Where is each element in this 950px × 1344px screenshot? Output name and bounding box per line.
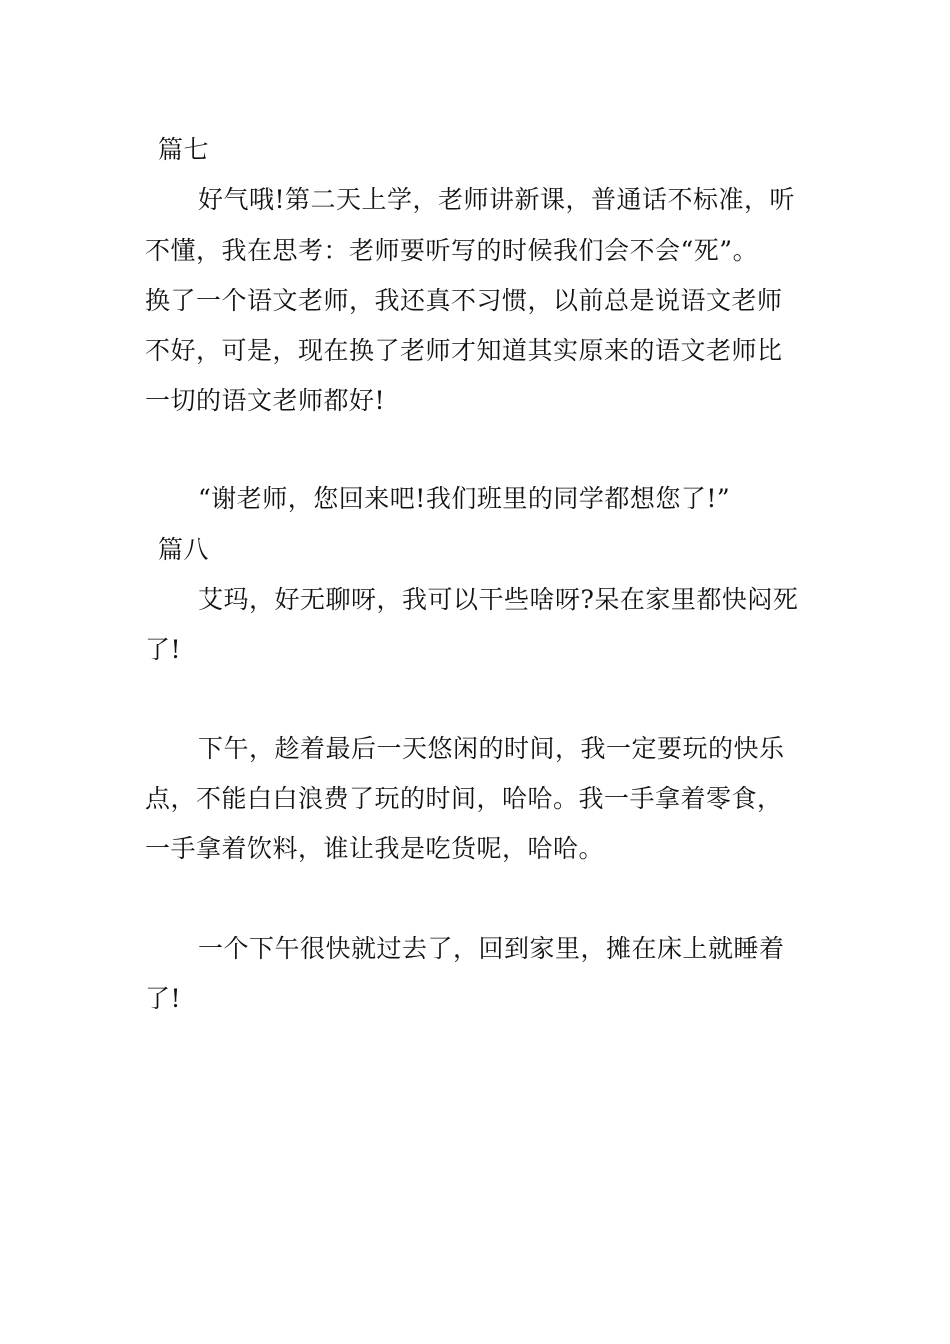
paragraph-line: 艾玛，好无聊呀，我可以干些啥呀?呆在家里都快闷死 — [198, 585, 799, 614]
section-heading: 篇八 — [158, 535, 210, 564]
paragraph-line: 了! — [145, 635, 182, 664]
paragraph-line: 点，不能白白浪费了玩的时间，哈哈。我一手拿着零食， — [145, 784, 783, 813]
paragraph-line: 换了一个语文老师，我还真不习惯，以前总是说语文老师 — [145, 286, 783, 315]
paragraph-line: 好气哦!第二天上学，老师讲新课，普通话不标准，听 — [198, 185, 796, 214]
paragraph-line: 一手拿着饮料，谁让我是吃货呢，哈哈。 — [145, 834, 605, 863]
paragraph-line: 一切的语文老师都好! — [145, 386, 386, 415]
section-heading: 篇七 — [158, 135, 210, 164]
paragraph-line: “谢老师，您回来吧!我们班里的同学都想您了!” — [198, 484, 731, 513]
paragraph-line: 不懂，我在思考：老师要听写的时候我们会不会“死”。 — [145, 236, 759, 265]
paragraph-line: 不好，可是，现在换了老师才知道其实原来的语文老师比 — [145, 336, 783, 365]
paragraph-line: 下午，趁着最后一天悠闲的时间，我一定要玩的快乐 — [198, 734, 785, 763]
paragraph-line: 一个下午很快就过去了，回到家里，摊在床上就睡着 — [198, 934, 785, 963]
paragraph-line: 了! — [145, 984, 182, 1013]
